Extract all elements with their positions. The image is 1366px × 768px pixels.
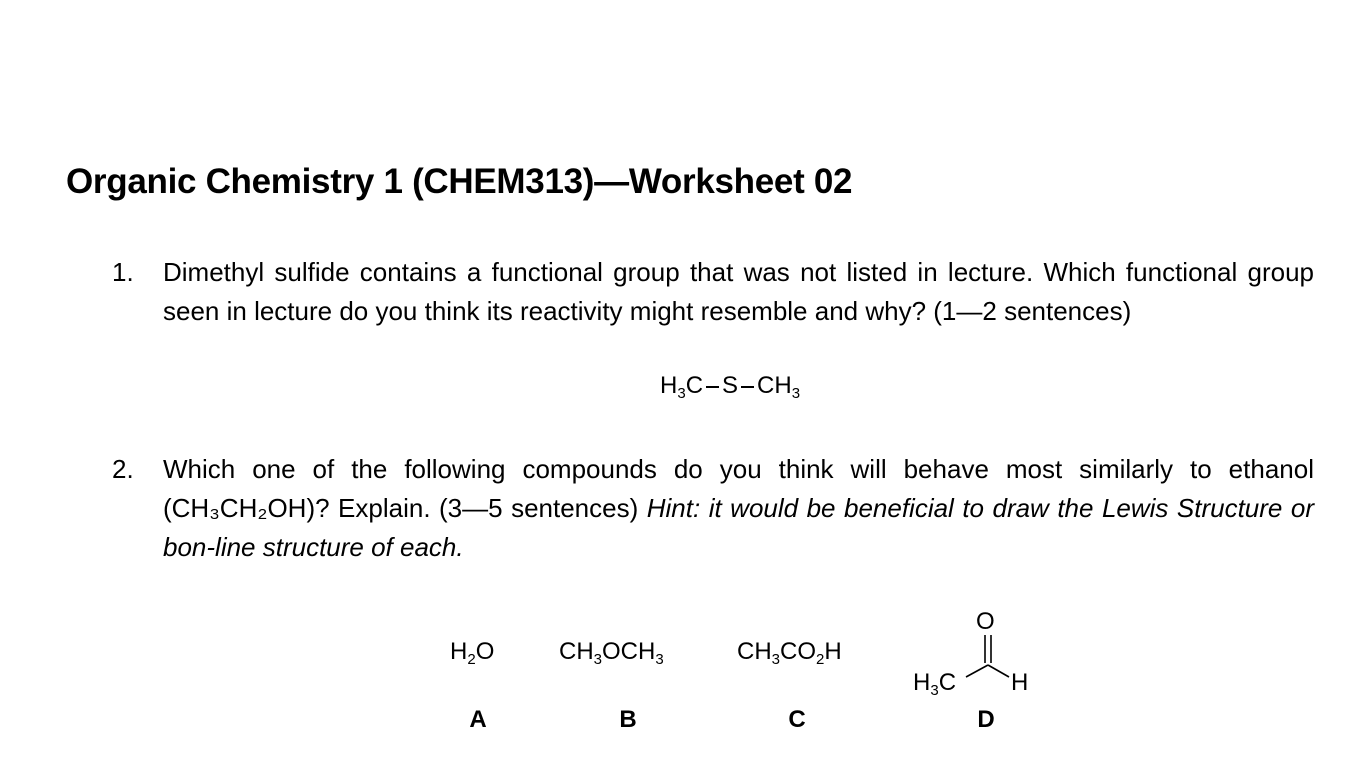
question-number: 1. (112, 257, 134, 287)
formula-subscript: 2 (816, 651, 825, 668)
compound-b-formula (559, 638, 664, 666)
hydrogen-atom: H (1011, 669, 1029, 696)
single-bond (706, 386, 719, 388)
methyl-left-subscript: 3 (677, 385, 686, 402)
methyl-group (913, 669, 956, 697)
formula-part: CO (780, 638, 817, 665)
compound-a-formula (450, 638, 494, 666)
question-1 (112, 253, 1314, 331)
formula-subscript: 3 (655, 651, 664, 668)
question-2 (112, 450, 1314, 567)
question-text: Dimethyl sulfide contains a functional group that was not listed in lecture. Which functional group seen in lecture do you think its reactivity might resemble and why? (1—2 sentences) (163, 257, 1314, 326)
carbon-methyl-bond (966, 665, 988, 677)
sulfur-atom: S (722, 372, 739, 399)
formula-subscript: 2 (467, 651, 476, 668)
methyl-subscript: 3 (930, 682, 939, 699)
single-bond (741, 386, 754, 388)
question-number: 2. (112, 454, 134, 484)
question-hint: Hint: it would be beneficial to draw the Lewis Structure or bon-line structure of each. (163, 493, 1314, 562)
compound-label-b: B (619, 706, 637, 733)
oxygen-atom: O (976, 608, 995, 635)
compound-c-formula (737, 638, 842, 666)
formula-part: CH (559, 638, 594, 665)
methyl-right-subscript: 3 (791, 385, 801, 402)
formula-part: H (824, 638, 842, 665)
methyl-right-ch: CH (757, 372, 792, 399)
question-body: Which one of the following compounds do you think will behave most similarly to ethanol (CH₃CH₂OH)? Explain. (3—5 sentences) (163, 454, 1314, 523)
carbon-hydrogen-bond (988, 665, 1009, 677)
methyl-left-c: C (685, 372, 704, 399)
compound-label-c: C (788, 706, 806, 733)
question-text (163, 450, 1314, 567)
compound-label-a: A (469, 706, 487, 733)
formula-part: H (450, 638, 468, 665)
compound-label-d: D (977, 706, 995, 733)
methyl-h: H (913, 669, 931, 696)
formula-subscript: 3 (771, 651, 781, 668)
formula-subscript: 3 (593, 651, 603, 668)
formula-part: O (475, 638, 495, 665)
methyl-c: C (938, 669, 957, 696)
dimethyl-sulfide-structure (660, 372, 800, 400)
methyl-left-h: H (660, 372, 678, 399)
formula-part: OCH (602, 638, 656, 665)
compound-d-structure (905, 605, 1035, 700)
formula-part: CH (737, 638, 772, 665)
page-title: Organic Chemistry 1 (CHEM313)—Worksheet 02 (66, 162, 853, 201)
